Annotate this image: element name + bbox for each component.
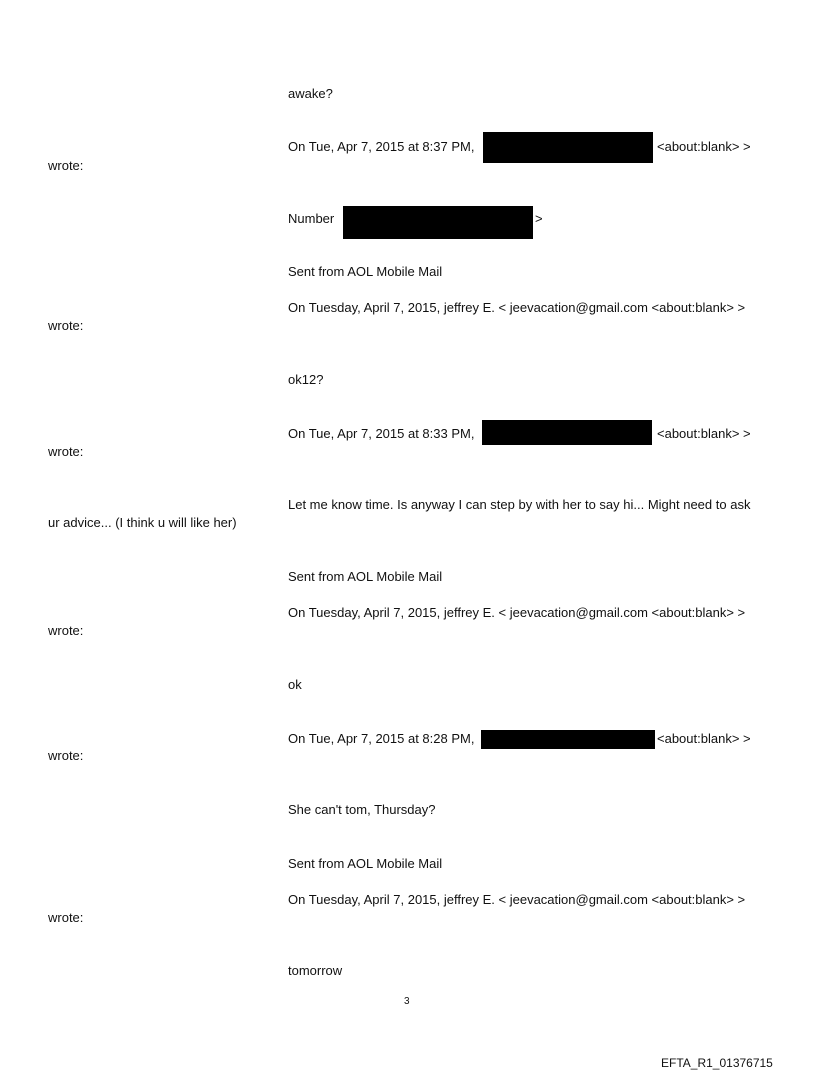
message-line: She can't tom, Thursday? bbox=[288, 802, 436, 817]
reply-header-line: On Tuesday, April 7, 2015, jeffrey E. < jeevacation@gmail.com <about:blank> > bbox=[288, 300, 746, 315]
document-id: EFTA_R1_01376715 bbox=[661, 1056, 773, 1070]
message-line-tail: > bbox=[535, 211, 543, 226]
signature-line: Sent from AOL Mobile Mail bbox=[288, 569, 443, 584]
wrote-label: wrote: bbox=[48, 318, 84, 333]
redaction-box bbox=[343, 206, 533, 239]
signature-line: Sent from AOL Mobile Mail bbox=[288, 264, 443, 279]
wrote-label: wrote: bbox=[48, 910, 84, 925]
wrote-label: wrote: bbox=[48, 158, 84, 173]
redaction-box bbox=[483, 132, 653, 163]
message-line: ok12? bbox=[288, 372, 324, 387]
signature-line: Sent from AOL Mobile Mail bbox=[288, 856, 443, 871]
message-line: Number bbox=[288, 211, 335, 226]
redaction-box bbox=[481, 730, 655, 749]
redaction-box bbox=[482, 420, 652, 445]
message-line: awake? bbox=[288, 86, 333, 101]
message-line: Let me know time. Is anyway I can step by with her to say hi... Might need to ask bbox=[288, 497, 751, 512]
message-line: ok bbox=[288, 677, 302, 692]
wrote-label: wrote: bbox=[48, 748, 84, 763]
reply-header-line: On Tue, Apr 7, 2015 at 8:33 PM, bbox=[288, 426, 475, 441]
message-line: ur advice... (I think u will like her) bbox=[48, 515, 237, 530]
reply-header-address: <about:blank> > bbox=[657, 426, 751, 441]
reply-header-address: <about:blank> > bbox=[657, 139, 751, 154]
page-number: 3 bbox=[404, 996, 410, 1007]
reply-header-line: On Tuesday, April 7, 2015, jeffrey E. < jeevacation@gmail.com <about:blank> > bbox=[288, 892, 746, 907]
wrote-label: wrote: bbox=[48, 444, 84, 459]
reply-header-line: On Tue, Apr 7, 2015 at 8:28 PM, bbox=[288, 731, 475, 746]
wrote-label: wrote: bbox=[48, 623, 84, 638]
message-line: tomorrow bbox=[288, 963, 343, 978]
reply-header-address: <about:blank> > bbox=[657, 731, 751, 746]
reply-header-line: On Tuesday, April 7, 2015, jeffrey E. < jeevacation@gmail.com <about:blank> > bbox=[288, 605, 746, 620]
reply-header-line: On Tue, Apr 7, 2015 at 8:37 PM, bbox=[288, 139, 475, 154]
